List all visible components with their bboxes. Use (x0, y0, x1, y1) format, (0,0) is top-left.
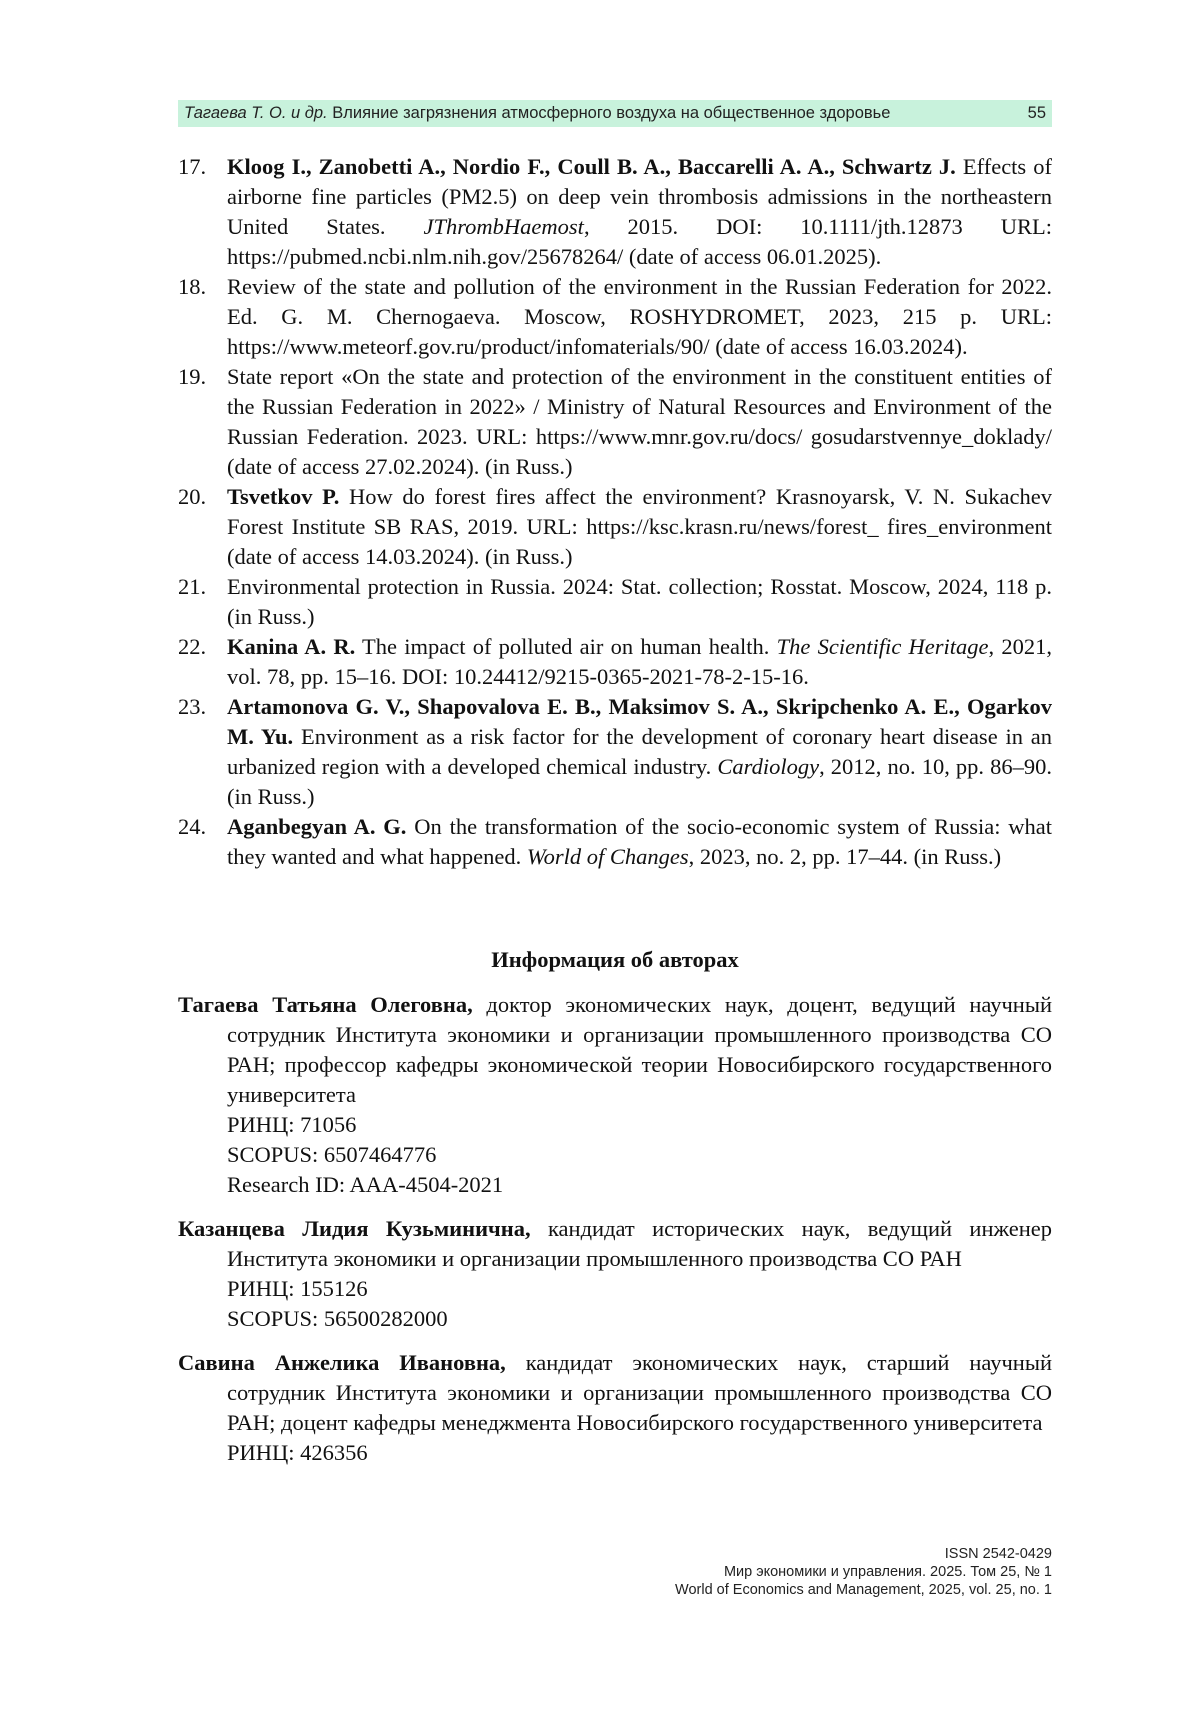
page-number: 55 (1027, 104, 1046, 122)
footer-journal-en: World of Economics and Management, 2025, vol. 25, no. 1 (675, 1582, 1052, 1598)
reference-item (178, 812, 1052, 872)
author-id: РИНЦ: 155126 (227, 1276, 368, 1301)
reference-list (178, 152, 1052, 872)
reference-item (178, 272, 1052, 362)
running-header (178, 100, 1052, 127)
author-name: Тагаева Татьяна Олеговна, (178, 992, 473, 1017)
author-main (178, 1348, 1052, 1438)
reference-journal: The Scientific Heritage (776, 634, 989, 659)
reference-text: The impact of polluted air on human health. (355, 634, 777, 659)
reference-text: On the transformation of the socio-economic system of Russia: what they wanted and what happened. (227, 814, 1052, 869)
reference-authors: Kloog I., Zanobetti A., Nordio F., Coull B. A., Baccarelli A. A., Schwartz J. (227, 154, 956, 179)
reference-text: State report «On the state and protection of the environment in the constituent entities of the Russian Federation in 2022» / Ministry of Natural Resources and Environment of the Russian Federation. 2023. URL: https://www.mnr.gov.ru/docs/ gosudarstvennye_doklady/ (date of access 27.02.2024). (in Russ.) (227, 364, 1052, 479)
author-entry (178, 1348, 1052, 1468)
reference-item (178, 572, 1052, 632)
author-entry (178, 1214, 1052, 1334)
reference-number: 18. (178, 274, 207, 299)
reference-item (178, 152, 1052, 272)
author-description: кандидат экономических наук, старший научный сотрудник Института экономики и организации промышленного производства СО РАН; доцент кафедры менеджмента Новосибирского государственного университета (227, 1350, 1052, 1435)
reference-text: Environment as a risk factor for the development of coronary heart disease in an urbanized region with a developed chemical industry. (227, 724, 1053, 779)
reference-text: Environmental protection in Russia. 2024: Stat. collection; Rosstat. Moscow, 2024, 118 p. (in Russ.) (227, 574, 1052, 629)
authors-section-title: Информация об авторах (491, 947, 739, 972)
footer-journal-ru: Мир экономики и управления. 2025. Том 25, № 1 (723, 1564, 1052, 1580)
author-name: Казанцева Лидия Кузьминична, (178, 1216, 531, 1241)
reference-rest: , 2015. DOI: 10.1111/jth.12873 URL: https://pubmed.ncbi.nlm.nih.gov/25678264/ (date of access 06.01.2025). (227, 214, 1052, 269)
reference-authors: Aganbegyan A. G. (227, 814, 407, 839)
reference-authors: Kanina A. R. (227, 634, 356, 659)
reference-number: 22. (178, 634, 207, 659)
reference-number: 23. (178, 694, 207, 719)
author-main (178, 1214, 1052, 1274)
author-id: РИНЦ: 71056 (227, 1112, 357, 1137)
reference-journal: Cardiology (717, 754, 820, 779)
page-footer (675, 1545, 1052, 1599)
reference-number: 20. (178, 484, 207, 509)
author-entry (178, 990, 1052, 1200)
running-title-text: Влияние загрязнения атмосферного воздуха на общественное здоровье (332, 104, 891, 122)
reference-number: 19. (178, 364, 207, 389)
reference-journal: World of Changes (526, 844, 689, 869)
reference-journal: JThrombHaemost (423, 214, 584, 239)
reference-item (178, 482, 1052, 572)
author-id: РИНЦ: 426356 (227, 1440, 368, 1465)
author-id: SCOPUS: 6507464776 (227, 1142, 437, 1167)
author-description: кандидат исторических наук, ведущий инженер Института экономики и организации промышленного производства СО РАН (227, 1216, 1053, 1271)
reference-text: Review of the state and pollution of the environment in the Russian Federation for 2022. Ed. G. M. Chernogaeva. Moscow, ROSHYDROMET, 2023, 215 p. URL: https://www.meteorf.gov.ru/product/infomaterials/90/ (date of access 16.03.2024). (227, 274, 1052, 359)
author-id: SCOPUS: 56500282000 (227, 1306, 448, 1331)
reference-item (178, 362, 1052, 482)
reference-item (178, 692, 1052, 812)
author-main (178, 990, 1052, 1110)
author-name: Савина Анжелика Ивановна, (178, 1350, 506, 1375)
reference-rest: , 2023, no. 2, pp. 17–44. (in Russ.) (688, 844, 1002, 869)
author-id: Research ID: AAA-4504-2021 (227, 1172, 504, 1197)
running-title-authors: Тагаева Т. О. и др. (184, 104, 328, 122)
reference-authors: Tsvetkov P. (227, 484, 340, 509)
reference-item (178, 632, 1052, 692)
reference-number: 24. (178, 814, 207, 839)
reference-rest: , 2021, vol. 78, pp. 15–16. DOI: 10.24412/9215-0365-2021-78-2-15-16. (227, 634, 1052, 689)
reference-number: 17. (178, 154, 207, 179)
reference-number: 21. (178, 574, 207, 599)
reference-rest: , 2012, no. 10, pp. 86–90. (in Russ.) (227, 754, 1053, 809)
running-title (184, 104, 890, 123)
authors-list (178, 990, 1052, 1482)
reference-text: Effects of airborne fine particles (PM2.5) on deep vein thrombosis admissions in the northeastern United States. (227, 154, 1052, 239)
reference-authors: Artamonova G. V., Shapovalova E. B., Maksimov S. A., Skripchenko A. E., Ogarkov M. Yu. (227, 694, 1052, 749)
reference-text: How do forest fires affect the environment? Krasnoyarsk, V. N. Sukachev Forest Institute SB RAS, 2019. URL: https://ksc.krasn.ru/news/forest_ fires_environment (date of access 14.03.2024). (in Russ.) (227, 484, 1052, 569)
footer-issn: ISSN 2542-0429 (944, 1546, 1052, 1562)
author-description: доктор экономических наук, доцент, ведущий научный сотрудник Института экономики и организации промышленного производства СО РАН; профессор кафедры экономической теории Новосибирского государственного университета (227, 992, 1052, 1107)
